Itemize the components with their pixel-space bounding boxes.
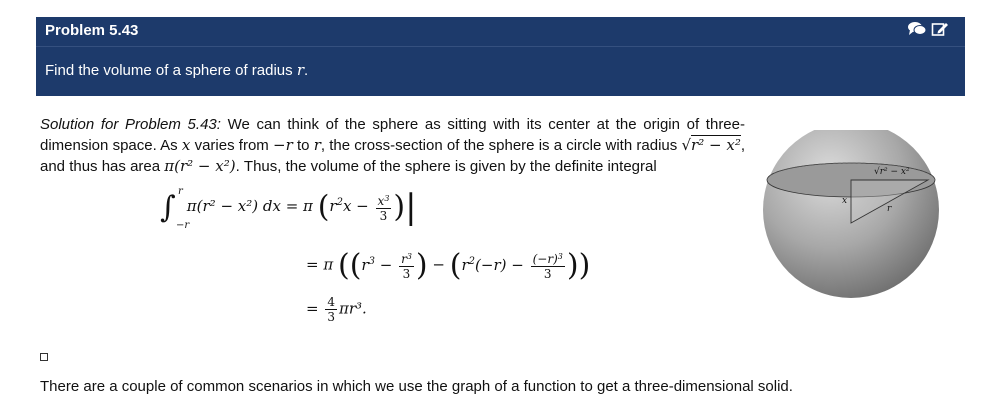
solution-text-2: varies from <box>194 137 269 154</box>
var-r: r <box>313 136 321 154</box>
integral-upper: r <box>178 185 183 197</box>
area-expression: π(r² − x²) <box>164 157 236 175</box>
qed-box <box>40 353 48 361</box>
eq2-prefix: = π <box>306 255 334 274</box>
comment-icon[interactable] <box>907 21 927 37</box>
integral-sign: ∫ <box>160 189 176 225</box>
equation-line-2: = π (($r^3$ − $\frac{r^3}{3}$ ) − ($r^2(-r)$ − $\frac{(-r)^3}{3}$ )) <box>306 248 591 283</box>
header-icons <box>907 21 949 37</box>
label-sqrt: √r² − x² <box>874 167 910 177</box>
problem-title: Problem 5.43 <box>45 22 139 39</box>
var-x: x <box>181 136 191 154</box>
solution-paragraph <box>40 114 745 177</box>
statement-var: r <box>296 61 304 79</box>
problem-statement <box>45 61 308 79</box>
solution-text-6: . Thus, the volume of the sphere is given by the definite integral <box>235 158 657 175</box>
equation-line-3 <box>306 295 367 324</box>
statement-end: . <box>303 62 309 79</box>
equation-line-1: ∫ r −r π(r² − x²) dx = π ($r^2x$ − $\frac{x^3}{3}$ )| <box>160 185 417 231</box>
solution-text-5: , and thus has area <box>40 137 746 175</box>
integrand: π(r² − x²) dx = π <box>186 197 313 215</box>
problem-header <box>36 17 965 46</box>
frac-negr3-over-3: $\frac{(-r)^3}{3}$ <box>532 252 563 281</box>
frac-x3-over-3: $\frac{x^3}{3}$ <box>377 193 390 223</box>
sqrt-expression: √r² − x² <box>681 136 741 154</box>
integral-lower: −r <box>176 219 190 231</box>
edit-icon[interactable] <box>931 21 949 37</box>
frac-r3-over-3: $\frac{r^3}{3}$ <box>401 252 412 281</box>
label-r: r <box>887 204 892 214</box>
solution-lead: Solution for Problem 5.43: <box>40 116 221 133</box>
label-x: x <box>842 196 848 206</box>
eq3-suffix: πr³. <box>339 299 367 318</box>
solution-text-3: to <box>296 137 310 154</box>
solution-text-1: We can think of the sphere as sitting with its center at the origin of three-dimension space. As <box>40 116 745 154</box>
frac-4-over-3: $\frac{4}{3}$ <box>327 295 335 324</box>
var-neg-r: −r <box>273 136 293 154</box>
footer-paragraph: There are a couple of common scenarios in which we use the graph of a function to get a three-dimensional solid. <box>40 378 793 395</box>
solution-text-4: , the cross-section of the sphere is a circle with radius <box>320 137 678 154</box>
statement-text: Find the volume of a sphere of radius <box>45 62 297 79</box>
eq3-prefix: = <box>306 299 319 318</box>
sphere-figure <box>758 130 948 305</box>
